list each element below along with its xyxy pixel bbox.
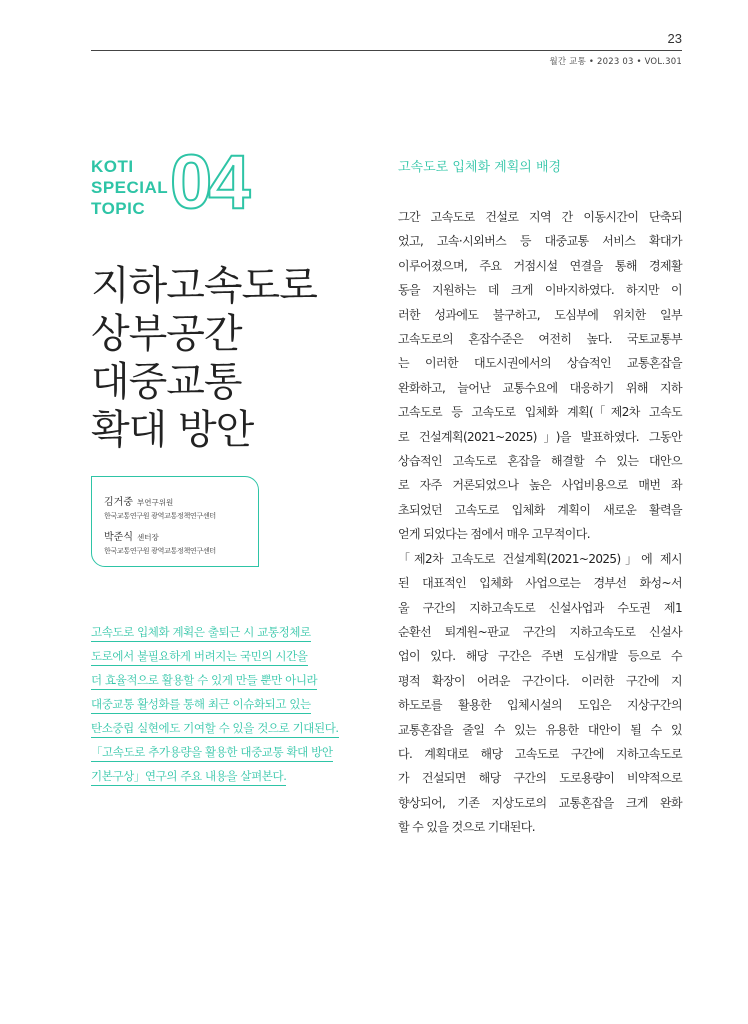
body-line: 「제2차 고속도로 건설계획(2021~2025)」에 제시 bbox=[398, 551, 682, 566]
title-line: 대중교통 bbox=[91, 359, 242, 405]
summary-text: 「고속도로 추가용량을 활용한 대중교통 확대 방안 bbox=[91, 745, 333, 762]
author-role: 부연구위원 bbox=[136, 498, 174, 507]
section-heading: 고속도로 입체화 계획의 배경 bbox=[398, 160, 562, 175]
title-line: 상부공간 bbox=[91, 311, 242, 357]
body-line: 교통혼잡을 줄일 수 있는 유용한 대안이 될 수 있 bbox=[398, 722, 682, 737]
summary-line bbox=[91, 764, 376, 788]
topic-label-line: KOTI bbox=[91, 157, 134, 176]
summary-text: 더 효율적으로 활용할 수 있게 만들 뿐만 아니라 bbox=[91, 673, 317, 690]
author-org: 한국교통연구원 광역교통정책연구센터 bbox=[104, 547, 216, 555]
summary-line bbox=[91, 668, 376, 692]
summary-line bbox=[91, 740, 376, 764]
summary-text: 고속도로 입체화 계획은 출퇴근 시 교통정체로 bbox=[91, 625, 311, 642]
summary-text: 기본구상」연구의 주요 내용을 살펴본다. bbox=[91, 769, 286, 786]
summary-line bbox=[91, 716, 376, 740]
body-line: 로 건설계획(2021~2025)」)을 발표하였다. 그동안 bbox=[398, 429, 682, 444]
body-line: 동을 지원하는 데 크게 이바지하였다. 하지만 이 bbox=[398, 283, 682, 298]
topic-number: 04 bbox=[170, 140, 247, 225]
title-line: 확대 방안 bbox=[91, 407, 254, 453]
author-role: 센터장 bbox=[136, 533, 159, 542]
body-line: 초되었던 고속도로 입체화 계획이 새로운 활력을 bbox=[398, 502, 682, 517]
body-line: 그간 고속도로 건설로 지역 간 이동시간이 단축되 bbox=[398, 210, 682, 224]
topic-label-line: SPECIAL bbox=[91, 178, 169, 197]
author-entry bbox=[104, 490, 216, 521]
article-title bbox=[91, 262, 317, 454]
running-header: 월간 교통 • 2023 03 • VOL.301 bbox=[549, 57, 682, 67]
summary-text: 대중교통 활성화를 통해 최근 이슈화되고 있는 bbox=[91, 697, 311, 714]
header-rule bbox=[91, 50, 682, 51]
body-line: 순환선 퇴계원~판교 구간의 지하고속도로 신설사 bbox=[398, 624, 682, 639]
body-line: 이루어졌으며, 주요 거점시설 연결을 통해 경제활 bbox=[398, 258, 682, 273]
body-line: 상습적인 고속도로 혼잡을 해결할 수 있는 대안으 bbox=[398, 454, 682, 469]
body-line: 하도로를 활용한 입체시설의 도입은 지상구간의 bbox=[398, 698, 682, 713]
body-line: 었고, 고속·시외버스 등 대중교통 서비스 확대가 bbox=[398, 234, 682, 249]
author-entry bbox=[104, 525, 216, 556]
summary-line bbox=[91, 692, 376, 716]
body-line: 완화하고, 늘어난 교통수요에 대응하기 위해 지하 bbox=[398, 380, 682, 395]
body-line: 가 건설되면 해당 구간의 도로용량이 비약적으로 bbox=[398, 771, 682, 786]
body-line: 러한 성과에도 불구하고, 도심부에 위치한 일부 bbox=[398, 307, 682, 322]
body-line: 다. 계획대로 해당 고속도로 구간에 지하고속도로 bbox=[398, 746, 682, 761]
body-line: 할 수 있을 것으로 기대된다. bbox=[398, 820, 535, 835]
author-name: 김거중 bbox=[104, 497, 133, 508]
title-line: 지하고속도로 bbox=[91, 263, 317, 309]
body-line: 향상되어, 기존 지상도로의 교통혼잡을 크게 완화 bbox=[398, 795, 682, 810]
koti-special-topic-label bbox=[91, 156, 168, 219]
body-line: 로 자주 거론되었으나 높은 사업비용으로 매번 좌 bbox=[398, 478, 682, 493]
body-line: 는 이러한 대도시권에서의 상습적인 교통혼잡을 bbox=[398, 356, 682, 371]
body-line: 고속도로 등 고속도로 입체화 계획(「제2차 고속도 bbox=[398, 405, 682, 420]
body-line: 평적 확장이 어려운 구간이다. 이러한 구간에 지 bbox=[398, 673, 682, 688]
article-summary bbox=[91, 620, 376, 788]
body-line: 얻게 되었다는 점에서 매우 고무적이다. bbox=[398, 527, 590, 542]
body-line: 울 구간의 지하고속도로 신설사업과 수도권 제1 bbox=[398, 600, 682, 615]
topic-label-line: TOPIC bbox=[91, 199, 146, 218]
author-org: 한국교통연구원 광역교통정책연구센터 bbox=[104, 512, 216, 520]
summary-line bbox=[91, 620, 376, 644]
body-line: 된 대표적인 입체화 사업으로는 경부선 화성~서 bbox=[398, 576, 682, 591]
body-text bbox=[398, 205, 682, 840]
summary-line bbox=[91, 644, 376, 668]
summary-text: 도로에서 불필요하게 버려지는 국민의 시간을 bbox=[91, 649, 308, 666]
body-line: 고속도로의 혼잡수준은 여전히 높다. 국토교통부 bbox=[398, 332, 682, 347]
summary-text: 탄소중립 실현에도 기여할 수 있을 것으로 기대된다. bbox=[91, 721, 339, 738]
body-line: 업이 있다. 해당 구간은 주변 도심개발 등으로 수 bbox=[398, 649, 682, 664]
author-name: 박준식 bbox=[104, 532, 133, 543]
author-box bbox=[91, 476, 259, 567]
page-number: 23 bbox=[667, 31, 682, 46]
